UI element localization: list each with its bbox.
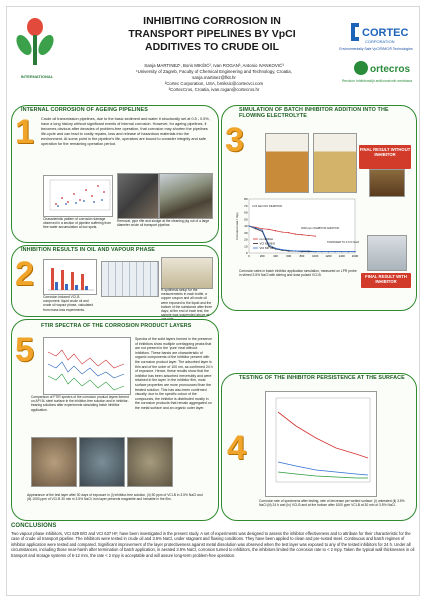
section-3-title: SIMULATION OF BATCH INHIBITOR ADDITION INTO THE FLOWING ELECTROLYTE: [239, 107, 389, 119]
fkit-logo-caption: INTERNATIONAL: [20, 74, 54, 79]
data-point: [328, 251, 329, 252]
x-tick-label: 1200: [325, 254, 332, 258]
legend-label: no inhibitor: [259, 237, 274, 241]
section-5-chart-caption: Comparison of FTIR spectra of the corrosion product layers formed on API 5L steel surface in the inhibitor-free solution and in inhibitor-bearing solutions after experiments simulating batch inhibitor application.: [31, 395, 129, 412]
section-1-title: INTERNAL CORROSION OF AGEING PIPELINES: [21, 107, 148, 113]
y-tick-label: 70: [244, 203, 248, 208]
y-tick-label: 20: [244, 237, 248, 242]
x-tick-label: 0: [248, 254, 250, 258]
section-3-photo-1: [265, 133, 309, 193]
conclusions-title: CONCLUSIONS: [11, 523, 57, 529]
data-point: [262, 229, 263, 230]
x-tick-label: 400: [273, 254, 278, 258]
section-4-chart: [265, 391, 377, 497]
data-point: [275, 248, 276, 249]
section-1-photo-2: [159, 173, 213, 219]
data-point: [282, 249, 283, 250]
section-4-title: TESTING OF THE INHIBITOR PERSISTENCE AT THE SURFACE: [239, 375, 405, 381]
y-tick-label: 40: [244, 224, 248, 228]
fkit-logo: [15, 17, 55, 73]
data-point: [315, 251, 316, 252]
y-axis-label: Corrosion rate / mpy: [235, 212, 239, 240]
data-point: [282, 231, 283, 232]
section-1-caption-2: Removal, pipe rifle and sludge at the cleaning pig out of a large diameter crude oil transport pipeline.: [117, 219, 210, 228]
affiliation-2: ²Cortec Corporation, USA, bmiksic@cortecvci.com: [164, 81, 264, 86]
legend-label: VCI 637 HF: [259, 246, 275, 250]
cortec-tagline: Environmentally Safe VpCI®/MCI® Technologies: [339, 47, 413, 51]
affiliation-1: ¹University of Zagreb, Faculty of Chemical Engineering and Technology, Croatia, sanja.martinez@fkit.hr: [136, 69, 292, 80]
poster: [6, 6, 420, 596]
section-2-photo-bottles: [101, 261, 159, 297]
data-point: [295, 234, 296, 235]
data-point: [268, 229, 269, 230]
x-tick-label: 200: [259, 254, 265, 258]
data-point: [255, 227, 256, 228]
badge-final-result-with-inhibitor: FINAL RESULT WITH INHIBITOR: [361, 273, 411, 288]
section-2-photo-setup: [161, 257, 213, 289]
section-3-number: 3: [225, 121, 244, 159]
data-point: [308, 235, 309, 236]
section-4-caption: Corrosion rate of specimens after testing, rate of decrease per wetted surface: (i) untreated (ii) 3.5% NaCl (iii) 24 h and (iv) VCI-B and at the bottom after 1000 ppm VCI-B at 30 min of 3.5% NaCl.: [259, 499, 405, 508]
section-5-photo-1: [31, 437, 77, 487]
data-point: [315, 236, 316, 237]
section-1-photo-1: [117, 173, 159, 219]
authors-line: Sanja MARTINEZ¹, Boris MIKŠIĆ², Ivan ROGAN³, Antonio IVANKOVIĆ³: [144, 63, 284, 68]
data-point: [321, 251, 322, 252]
section-5-photo-2: [79, 437, 125, 487]
x-tick-label: 800: [299, 254, 305, 258]
section-5-title: FTIR SPECTRA OF THE CORROSION PRODUCT LAYERS: [41, 323, 192, 329]
y-tick-label: 30: [244, 230, 248, 235]
chart-annotation: 3.23 NaCl NO INHIBITOR: [252, 205, 282, 208]
section-1-chart: [43, 175, 113, 217]
section-5-number: 5: [15, 331, 34, 369]
cortec-logo: [345, 17, 411, 47]
section-5-photo-3: [127, 437, 173, 487]
y-tick-label: 0: [245, 251, 248, 255]
authors-block: [119, 63, 309, 93]
section-5-photo-caption: Appearance of the test layer after 30 days of exposure in (i) inhibitor-free solution, (ii) 50 ppm of VCI-B in 3.5% NaCl and (iii) 1000 ppm of VCI-B 30 min in 3.5% NaCl; iron layer presents magnetite and hematite in the film.: [27, 493, 203, 502]
data-point: [301, 234, 302, 235]
y-tick-label: 60: [244, 210, 248, 215]
section-3-caption: Corrosion rates in batch inhibitor application simulation, measured on LPR probe in stirred 3.5% NaCl with stirring and dose pulsed VCI-B.: [239, 269, 357, 278]
data-point: [301, 250, 302, 251]
chart-annotation: 2000 ppm INHIBITOR ADDITION: [301, 227, 340, 230]
cortecros-wordmark: ortecros: [370, 64, 411, 75]
badge-final-result-without-inhibitor: FINAL RESULT WITHOUT INHIBITOR: [359, 145, 411, 169]
section-2-number: 2: [15, 255, 34, 293]
x-tick-label: 1600: [351, 254, 359, 258]
section-2-caption-1: Corrosion induced VCI-B component: liquid crude oil and crude oil vapour phase, calculated from mass loss experiments.: [43, 295, 94, 312]
x-tick-label: 1000: [312, 254, 319, 258]
cortec-corp: CORPORATION: [365, 39, 395, 44]
section-3-photo-2: [313, 133, 357, 193]
affiliation-3: ³CortecCros, Croatia, ivan.rogan@cortecros.hr: [168, 87, 260, 92]
data-point: [295, 250, 296, 251]
section-1-text: Crude oil transmission pipelines, due to the basic sediment and water it structurally set at 0.5 - 0.5%, have a long history without significant events of internal corrosion. However, for ageing pipelines, it becomes obvious after decades of problem-free operation, that corrosion may shorten the pipelines life-cycle and can lead to costly repairs, loss and release of hazardous materials into the environment. At some point in the pipeline's life, operators are bound to consider integrity and safe operation for the remaining operation period.: [41, 117, 210, 146]
section-3-line-chart: [235, 195, 359, 265]
y-tick-label: 10: [244, 244, 248, 249]
data-point: [275, 230, 276, 231]
y-tick-label: 80: [244, 197, 248, 201]
y-tick-label: 50: [244, 217, 248, 222]
conclusions-text: Two vapour phase inhibitors, VCI 629 B/O and VCI 637 HF, have been investigated in the present study. A set of experiments was designed to assess the inhibitor effectiveness and to attribute for their characteristic for the case of crude oil transport pipeline. The inhibitors were tested in crude oil and 3.5% NaCl, under stagnant and flowing conditions. They have been applied to clean and pre-rusted steel. Continuous and batch regimes of inhibitor application were tested and compared. Significant improvement of the layer protectiveness against metal dissolution was observed when the test layer was exposed to any of the tested inhibitors for 24 h. Under all circumstances, including those near-harsh after termination of batch application, in aerated 3.5% NaCl, corrosion turned to inhibitors, the inhibitors limited the corrosion rate to < 2 mpy. Taken the typical wall thicknesses in oil transport and storage systems of 6-12 mm, the rate < 2 mpy is acceptable and will assure long-term problem-free operation.: [11, 531, 415, 558]
data-point: [354, 251, 355, 252]
data-point: [262, 228, 263, 229]
section-2-bar-chart: [43, 259, 97, 295]
section-5-ftir-chart: [43, 337, 131, 395]
section-3-photo-with: [367, 235, 407, 271]
legend-label: VCI 629 B/O: [259, 241, 276, 246]
poster-title: INHIBITING CORROSION IN TRANSPORT PIPELINES BY VpCI ADDITIVES TO CRUDE OIL: [128, 15, 296, 53]
conclusions: [11, 523, 415, 591]
x-tick-label: 1400: [338, 254, 345, 258]
cortec-wordmark: CORTEC: [362, 27, 409, 39]
data-point: [308, 250, 309, 251]
section-3-photo-without: [369, 169, 405, 197]
data-point: [335, 251, 336, 252]
cortecros-tagline: Revizion Inhibitorskijh antikorozivnih sredstava: [341, 79, 413, 83]
section-1-number: 1: [15, 113, 34, 151]
section-2-caption-2: R-synthesis setup for the measurements in each bottle, a copper coupon and all crude oil were exposed to the liquid and the bottom of the substance after three days; at the end of each test, the sample was suspended above at: [161, 288, 213, 318]
section-5-text: Spectra of the solid layers formed in the presence of inhibitors show multiple overlapping peaks that are not present in the 'pure' neat without inhibitors. These bands are characteristic of organic components of the inhibitor present with the corrosion product layer. The adsorbed layer is thin and of the order of 100 nm, as confirmed 24 h of exposure. Hence, these results show that the inhibitor has been adsorbed irreversibly and were retained in the layer. In the inhibitor film, most surface properties are more pronounced than the treated solution. This has also been confirmed visually: due to the specific colour of the compounds, the inhibitor is distributed mostly in the corrosion products that remain aggregated on the metal surface and an organic outer layer.: [135, 337, 213, 410]
section-1-caption-1: Characteristic pattern of corrosion damage observed in a section of pipeline suffering from free water accumulation at low spots.: [43, 217, 112, 230]
data-point: [248, 225, 249, 226]
data-point: [288, 232, 289, 233]
data-point: [288, 250, 289, 251]
chart-annotation: TRANSFER TO 3.5 % NaCl: [327, 241, 359, 244]
cortecros-logo: [353, 59, 411, 77]
x-tick-label: 600: [286, 254, 292, 258]
data-point: [341, 251, 342, 252]
section-4-number: 4: [227, 429, 246, 467]
section-2-title: INHIBITION RESULTS IN OIL AND VAPOUR PHASE: [21, 247, 155, 253]
data-point: [348, 251, 349, 252]
